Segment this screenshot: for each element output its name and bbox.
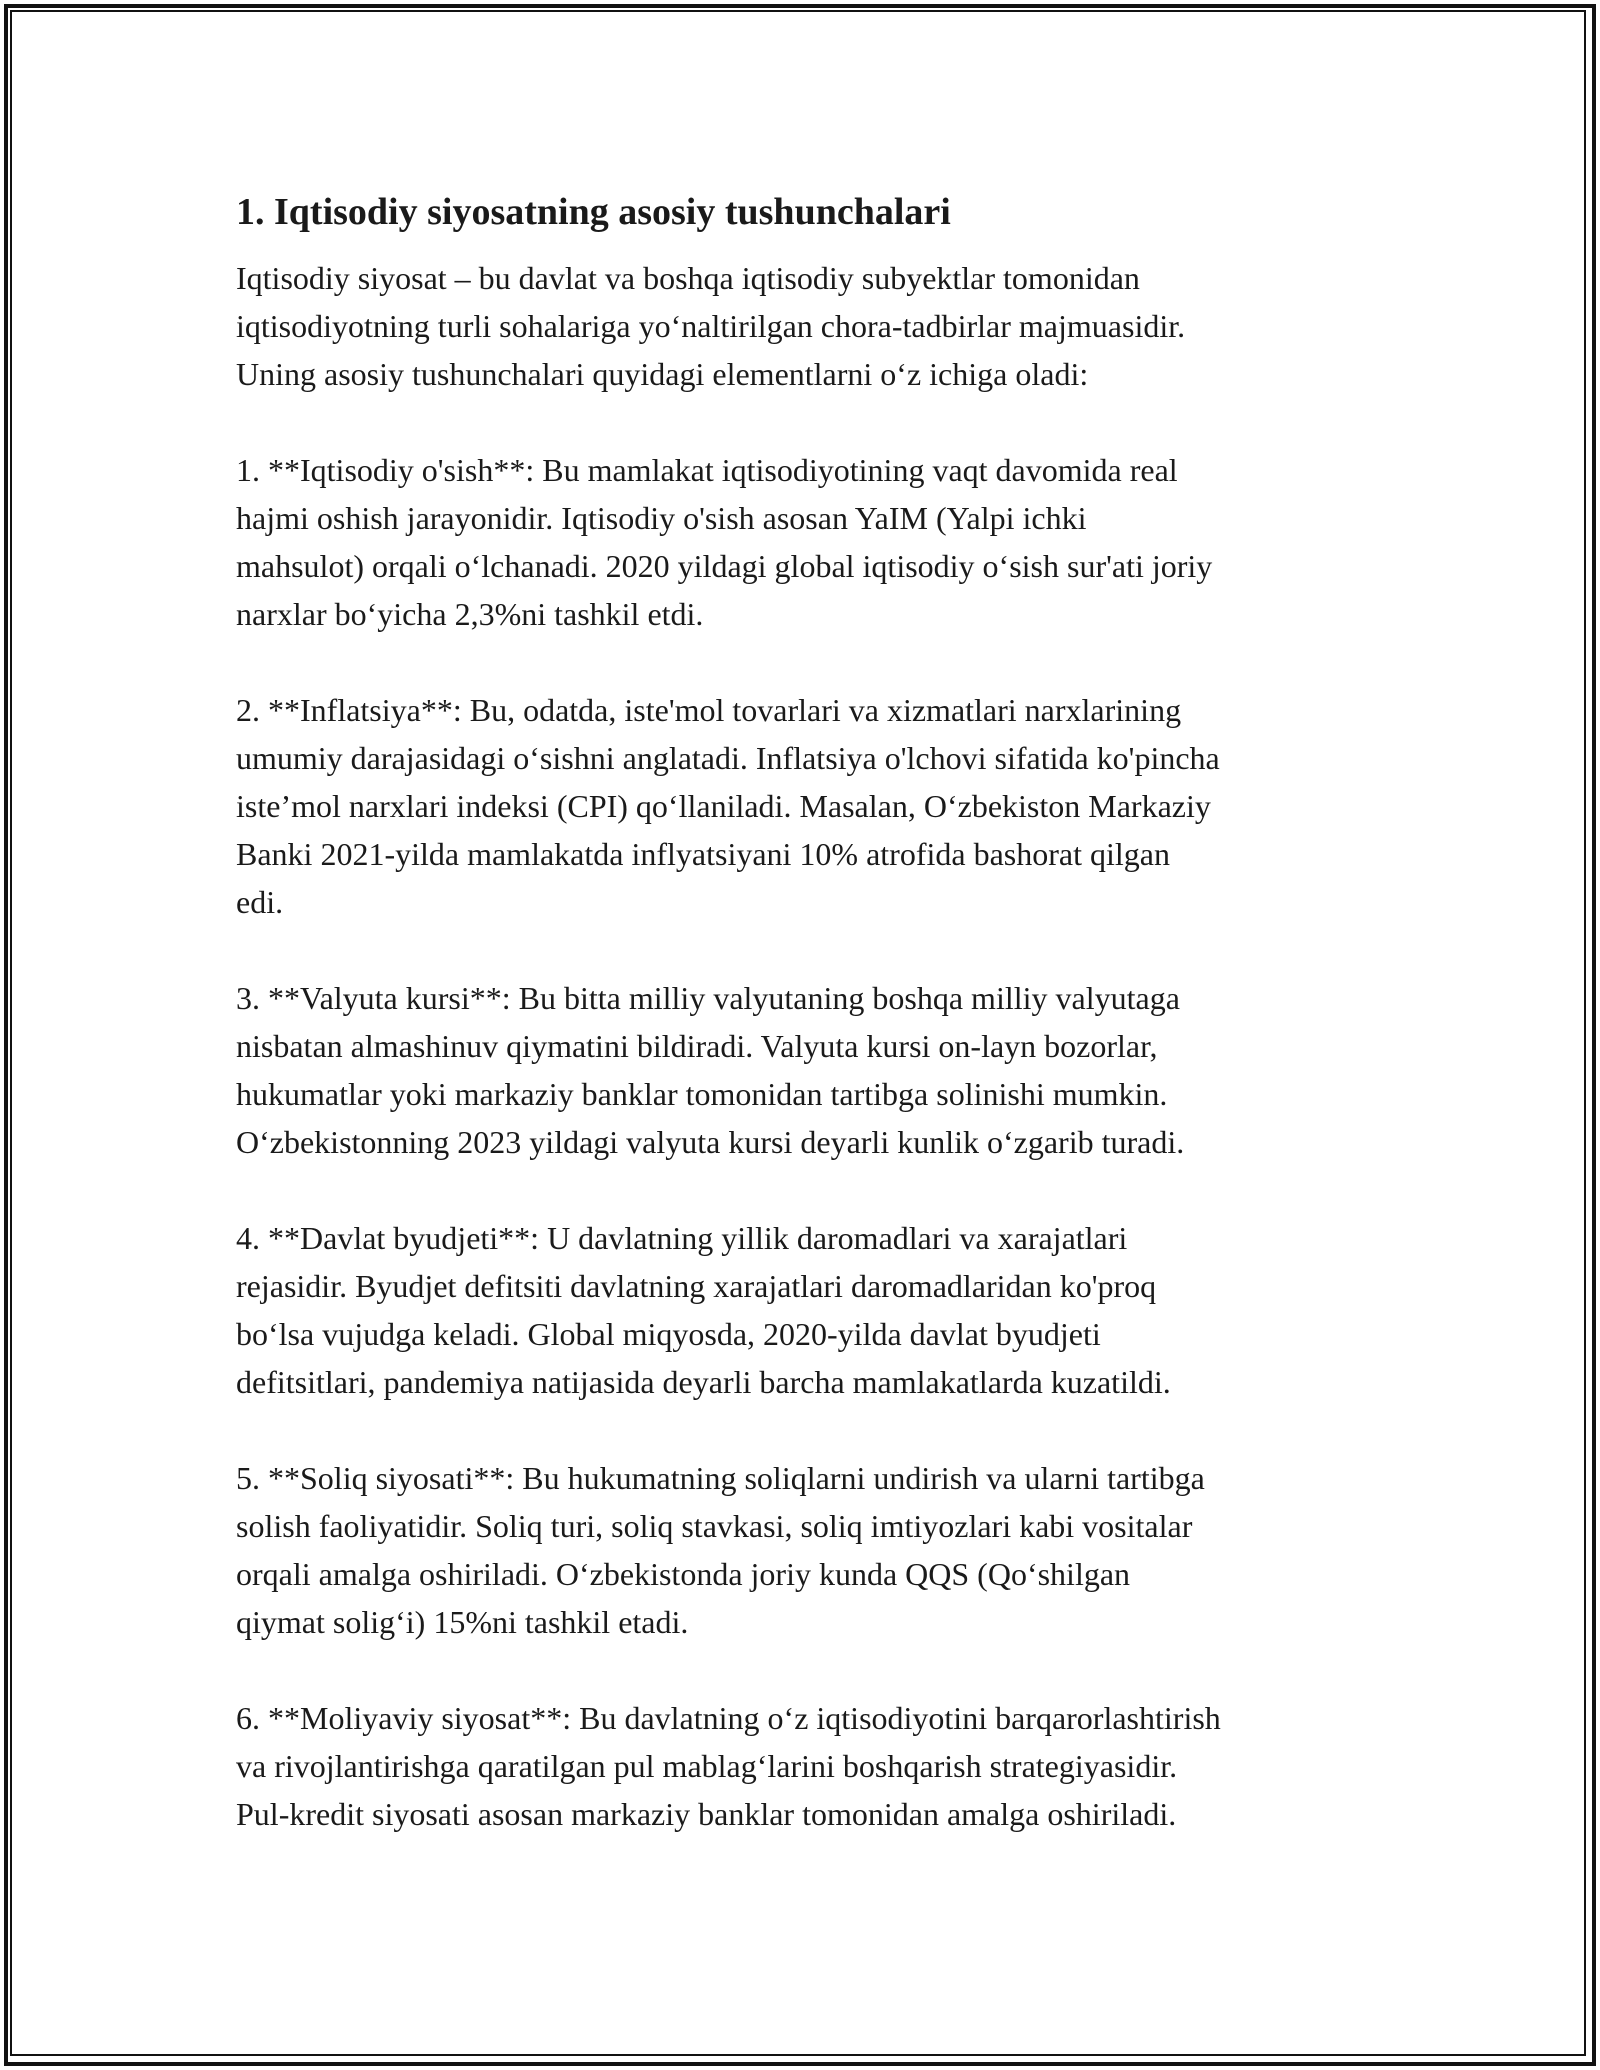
paragraph-soliq-siyosati [236, 1454, 1386, 1646]
text-line: hukumatlar yoki markaziy banklar tomonidan tartibga solinishi mumkin. [236, 1076, 1168, 1112]
text-line: edi. [236, 884, 284, 920]
text-line: Iqtisodiy siyosat – bu davlat va boshqa iqtisodiy subyektlar tomonidan [236, 260, 1140, 296]
text-line: nisbatan almashinuv qiymatini bildiradi. Valyuta kursi on-layn bozorlar, [236, 1028, 1158, 1064]
text-line: O‘zbekistonning 2023 yildagi valyuta kursi deyarli kunlik o‘zgarib turadi. [236, 1124, 1185, 1160]
text-line: va rivojlantirishga qaratilgan pul mablag‘larini boshqarish strategiyasidir. [236, 1748, 1178, 1784]
text-line: bo‘lsa vujudga keladi. Global miqyosda, 2020-yilda davlat byudjeti [236, 1316, 1101, 1352]
document-body [236, 188, 1386, 1886]
text-line: Pul-kredit siyosati asosan markaziy banklar tomonidan amalga oshiriladi. [236, 1796, 1177, 1832]
text-line: qiymat solig‘i) 15%ni tashkil etadi. [236, 1604, 689, 1640]
text-line: rejasidir. Byudjet defitsiti davlatning xarajatlari daromadlaridan ko'proq [236, 1268, 1157, 1304]
text-line: 4. **Davlat byudjeti**: U davlatning yillik daromadlari va xarajatlari [236, 1220, 1128, 1256]
text-line: 5. **Soliq siyosati**: Bu hukumatning soliqlarni undirish va ularni tartibga [236, 1460, 1205, 1496]
paragraph-iqtisodiy-osish [236, 446, 1386, 638]
paragraph-intro [236, 254, 1386, 398]
text-line: iste’mol narxlari indeksi (CPI) qo‘llaniladi. Masalan, O‘zbekiston Markaziy [236, 788, 1211, 824]
text-line: 3. **Valyuta kursi**: Bu bitta milliy valyutaning boshqa milliy valyutaga [236, 980, 1180, 1016]
document-title: 1. Iqtisodiy siyosatning asosiy tushunchalari [236, 191, 951, 233]
text-line: Uning asosiy tushunchalari quyidagi elementlarni o‘z ichiga oladi: [236, 356, 1089, 392]
paragraph-moliyaviy-siyosat [236, 1694, 1386, 1838]
paragraph-davlat-byudjeti [236, 1214, 1386, 1406]
text-line: 6. **Moliyaviy siyosat**: Bu davlatning o‘z iqtisodiyotini barqarorlashtirish [236, 1700, 1221, 1736]
text-line: defitsitlari, pandemiya natijasida deyarli barcha mamlakatlarda kuzatildi. [236, 1364, 1171, 1400]
text-line: umumiy darajasidagi o‘sishni anglatadi. Inflatsiya o'lchovi sifatida ko'pincha [236, 740, 1220, 776]
text-line: 1. **Iqtisodiy o'sish**: Bu mamlakat iqtisodiyotining vaqt davomida real [236, 452, 1178, 488]
text-line: hajmi oshish jarayonidir. Iqtisodiy o'sish asosan YaIM (Yalpi ichki [236, 500, 1087, 536]
text-line: iqtisodiyotning turli sohalariga yo‘naltirilgan chora-tadbirlar majmuasidir. [236, 308, 1186, 344]
text-line: Banki 2021-yilda mamlakatda inflyatsiyani 10% atrofida bashorat qilgan [236, 836, 1170, 872]
text-line: mahsulot) orqali o‘lchanadi. 2020 yildagi global iqtisodiy o‘sish sur'ati joriy [236, 548, 1213, 584]
text-line: solish faoliyatidir. Soliq turi, soliq stavkasi, soliq imtiyozlari kabi vositalar [236, 1508, 1193, 1544]
paragraph-valyuta-kursi [236, 974, 1386, 1166]
text-line: orqali amalga oshiriladi. O‘zbekistonda joriy kunda QQS (Qo‘shilgan [236, 1556, 1131, 1592]
paragraph-inflatsiya [236, 686, 1386, 926]
text-line: narxlar bo‘yicha 2,3%ni tashkil etdi. [236, 596, 704, 632]
text-line: 2. **Inflatsiya**: Bu, odatda, iste'mol tovarlari va xizmatlari narxlarining [236, 692, 1182, 728]
